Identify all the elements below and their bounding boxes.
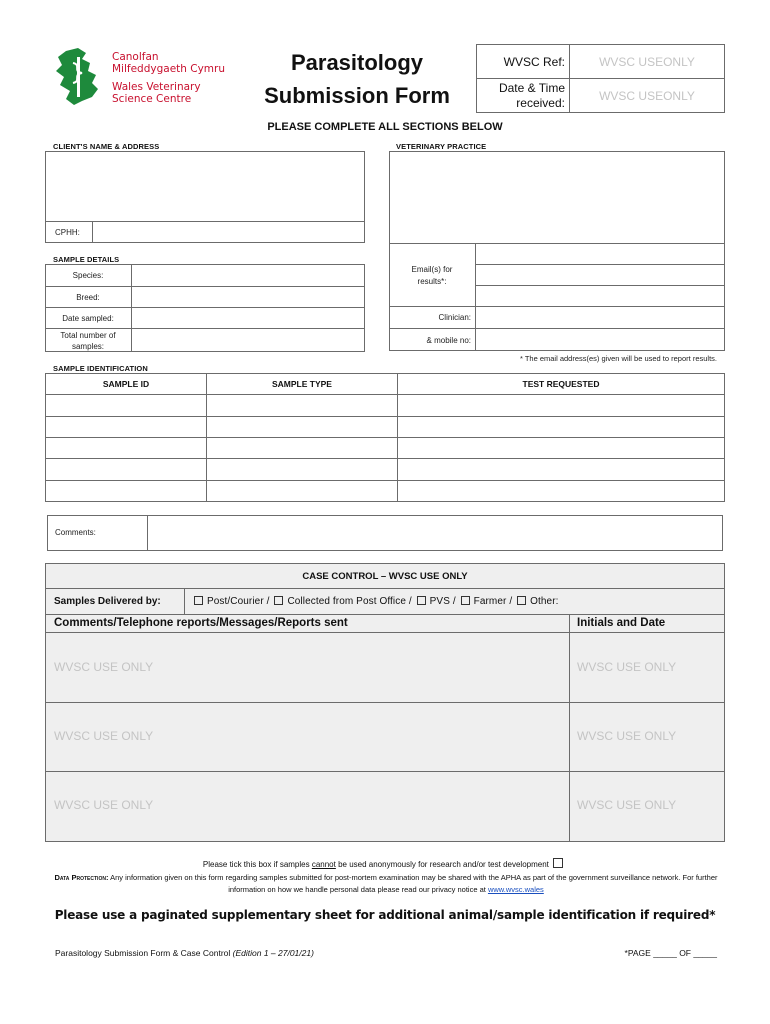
date-time-field[interactable]: WVSC USEONLY xyxy=(599,88,695,103)
instruction-text: PLEASE COMPLETE ALL SECTIONS BELOW xyxy=(267,121,503,133)
clinician-field[interactable] xyxy=(476,307,724,328)
email-label-line-1: Email(s) for xyxy=(411,265,453,274)
wvsc-ref-field[interactable]: WVSC USEONLY xyxy=(599,54,695,69)
cphh-field[interactable] xyxy=(93,222,364,242)
wvsc-ref-label: WVSC Ref: xyxy=(503,54,565,69)
vet-heading: VETERINARY PRACTICE xyxy=(396,142,487,151)
data-protection-body: Any information given on this form regarding samples submitted for post-mortem examination may be shared with the APHA as part of the xyxy=(110,873,567,882)
form-name-text: Parasitology Submission Form & Case Control xyxy=(55,948,231,958)
cphh-label: CPHH: xyxy=(55,228,80,237)
col-header-sample-type: SAMPLE TYPE xyxy=(272,379,332,389)
anonymous-text-after: be used anonymously for research and/or test development xyxy=(335,860,549,869)
case-control-title: CASE CONTROL – WVSC USE ONLY xyxy=(302,570,468,582)
case-comment-field-2[interactable]: WVSC USE ONLY xyxy=(54,729,154,743)
species-label: Species: xyxy=(72,271,104,280)
table-row[interactable] xyxy=(46,459,724,480)
case-initials-field-3[interactable]: WVSC USE ONLY xyxy=(577,798,677,812)
email-field-2[interactable] xyxy=(476,265,724,285)
col-header-sample-id: SAMPLE ID xyxy=(102,379,150,389)
page-title-line-1: Parasitology xyxy=(290,50,424,75)
option-pvs: PVS / xyxy=(429,596,456,607)
option-collected-po: Collected from Post Office / xyxy=(287,596,412,607)
logo xyxy=(52,45,242,107)
samples-delivered-label: Samples Delivered by: xyxy=(54,596,161,607)
date-sampled-field[interactable] xyxy=(132,308,364,328)
initials-date-header: Initials and Date xyxy=(577,617,666,629)
date-time-label xyxy=(477,79,565,112)
supplementary-notice: Please use a paginated supplementary sheet for additional animal/sample identification if required* xyxy=(54,908,716,922)
total-samples-field[interactable] xyxy=(132,329,364,351)
collected-po-checkbox[interactable] xyxy=(274,596,283,605)
wales-dragon-logo-icon xyxy=(52,45,108,107)
email-note: * The email address(es) given will be used to report results. xyxy=(519,354,717,363)
logo-text-welsh-1: Canolfan xyxy=(112,51,159,63)
table-row[interactable] xyxy=(46,438,724,458)
client-heading: CLIENT'S NAME & ADDRESS xyxy=(53,142,160,151)
case-comment-field-1[interactable]: WVSC USE ONLY xyxy=(54,660,154,674)
anonymous-use-checkbox[interactable] xyxy=(553,858,563,868)
logo-text-english-1: Wales Veterinary xyxy=(112,81,201,93)
email-field-1[interactable] xyxy=(476,244,724,264)
email-label-line-2: results*: xyxy=(417,277,447,286)
data-protection-body-2: government surveillance network. For further information on how we handle personal data please read our privacy notice at xyxy=(228,873,718,894)
logo-text-welsh-2: Milfeddygaeth Cymru xyxy=(112,63,226,75)
page-title xyxy=(248,46,466,112)
date-time-label-line-2: received: xyxy=(516,96,565,110)
breed-field[interactable] xyxy=(132,287,364,307)
anonymous-text-cannot: cannot xyxy=(311,860,336,869)
total-samples-label xyxy=(45,329,131,352)
data-protection-text xyxy=(54,872,718,896)
comments-reports-header: Comments/Telephone reports/Messages/Reports sent xyxy=(54,617,348,629)
data-protection-label: Data Protection: xyxy=(54,873,109,882)
wvsc-ref-box xyxy=(476,44,725,113)
mobile-field[interactable] xyxy=(476,329,724,351)
page-number: *PAGE _____ OF _____ xyxy=(624,948,717,958)
option-other: Other: xyxy=(530,596,559,607)
total-samples-label-line-2: samples: xyxy=(71,342,104,351)
page-title-line-2: Submission Form xyxy=(264,83,450,108)
case-comment-field-3[interactable]: WVSC USE ONLY xyxy=(54,798,154,812)
post-courier-checkbox[interactable] xyxy=(194,596,203,605)
other-checkbox[interactable] xyxy=(517,596,526,605)
mobile-label: & mobile no: xyxy=(426,335,471,345)
table-row[interactable] xyxy=(46,481,724,501)
option-post-courier: Post/Courier / xyxy=(207,596,270,607)
pvs-checkbox[interactable] xyxy=(417,596,426,605)
sample-id-heading: SAMPLE IDENTIFICATION xyxy=(53,364,148,373)
date-time-label-line-1: Date & Time xyxy=(498,81,565,95)
email-field-3[interactable] xyxy=(476,286,724,306)
col-header-test-requested: TEST REQUESTED xyxy=(522,379,600,389)
species-field[interactable] xyxy=(132,265,364,286)
clinician-label: Clinician: xyxy=(438,313,471,322)
logo-text-english-2: Science Centre xyxy=(112,93,192,105)
sample-details-heading: SAMPLE DETAILS xyxy=(53,255,120,264)
anonymous-use-line xyxy=(0,858,770,869)
comments-label: Comments: xyxy=(55,528,96,537)
table-row[interactable] xyxy=(46,395,724,416)
option-farmer: Farmer / xyxy=(473,596,513,607)
case-initials-field-2[interactable]: WVSC USE ONLY xyxy=(577,729,677,743)
farmer-checkbox[interactable] xyxy=(461,596,470,605)
total-samples-label-line-1: Total number of xyxy=(60,331,116,340)
form-edition-text: (Edition 1 – 27/01/21) xyxy=(232,948,314,958)
privacy-notice-link[interactable]: www.wvsc.wales xyxy=(487,885,544,894)
date-sampled-label: Date sampled: xyxy=(62,313,114,323)
delivery-options xyxy=(192,596,559,607)
form-footer-name xyxy=(55,948,314,958)
breed-label: Breed: xyxy=(76,292,100,302)
email-label xyxy=(389,264,475,288)
case-initials-field-1[interactable]: WVSC USE ONLY xyxy=(577,660,677,674)
table-row[interactable] xyxy=(46,417,724,437)
comments-field[interactable] xyxy=(148,516,722,550)
anonymous-text-before: Please tick this box if samples xyxy=(202,860,312,869)
